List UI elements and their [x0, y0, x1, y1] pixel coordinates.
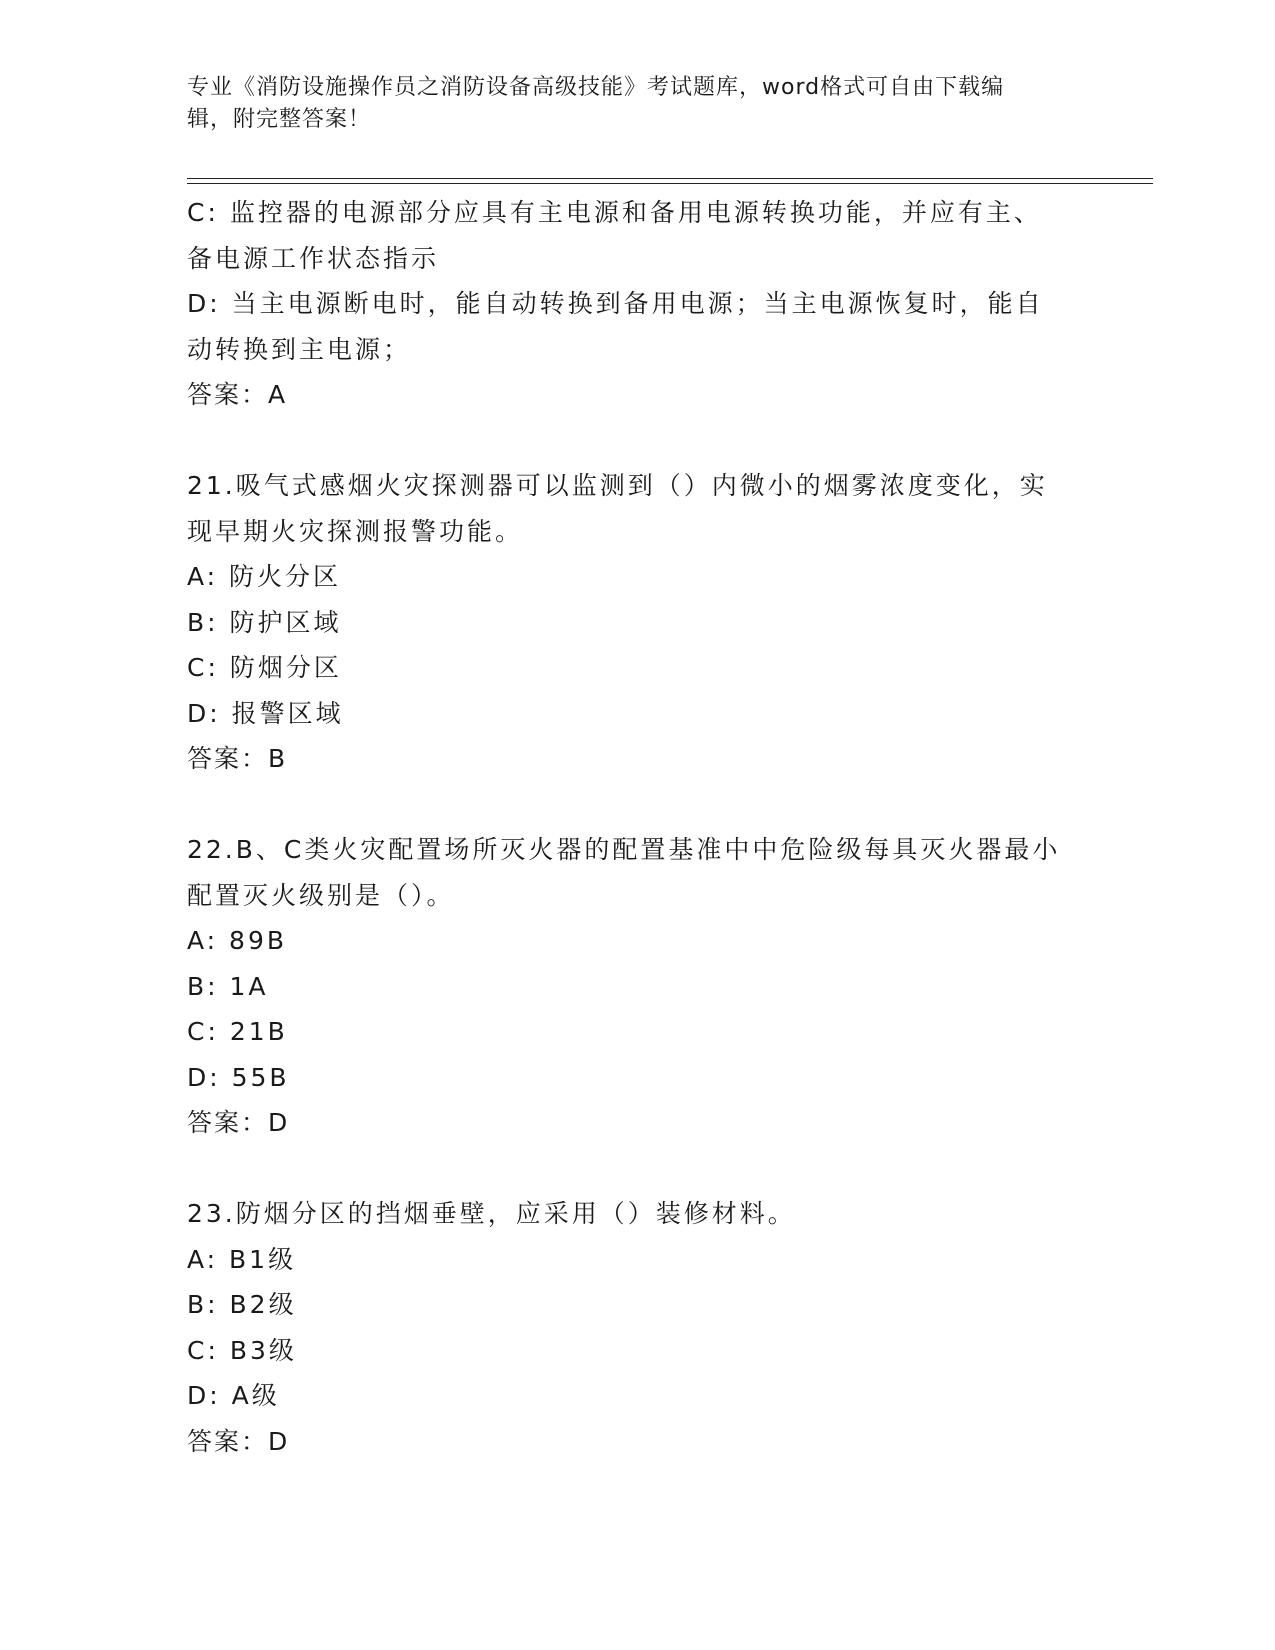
- spacer: [187, 782, 1087, 828]
- question-content: [187, 190, 1087, 1464]
- header-rule-top: [187, 178, 1153, 179]
- option-d: D: 55B: [187, 1062, 290, 1092]
- answer-line: 答案：D: [187, 1108, 290, 1137]
- option-d: D: A级: [187, 1381, 280, 1410]
- option-a: A: 防火分区: [187, 562, 342, 591]
- option-a: A: 89B: [187, 926, 287, 955]
- answer-line: 答案：A: [187, 380, 288, 409]
- answer-line: 答案：B: [187, 744, 288, 773]
- answer-line: 答案：D: [187, 1426, 290, 1456]
- spacer: [187, 418, 1087, 464]
- question-21: [187, 463, 1087, 782]
- previous-question-tail: [187, 190, 1087, 418]
- question-stem-line-1: 22.B、C类火灾配置场所灭火器的配置基准中中危险级每具灭火器最小: [187, 835, 1061, 864]
- option-a: A: B1级: [187, 1244, 297, 1274]
- option-c: C: 21B: [187, 1017, 288, 1046]
- document-header: [187, 72, 1067, 136]
- question-stem-line-2: 配置灭火级别是（）。: [187, 880, 455, 910]
- option-b: B: 1A: [187, 971, 269, 1001]
- header-rule-bottom: [187, 183, 1153, 184]
- header-line-2: 辑，附完整答案！: [187, 107, 372, 132]
- question-23: [187, 1191, 1087, 1464]
- header-line-1: 专业《消防设施操作员之消防设备高级技能》考试题库，word格式可自由下载编: [187, 75, 1005, 100]
- question-stem-line-1: 21.吸气式感烟火灾探测器可以监测到（）内微小的烟雾浓度变化，实: [187, 471, 1048, 500]
- option-d-line-1: D: 当主电源断电时，能自动转换到备用电源；当主电源恢复时，能自: [187, 289, 1044, 318]
- question-stem-line-1: 23.防烟分区的挡烟垂壁，应采用（）装修材料。: [187, 1199, 796, 1228]
- option-d: D: 报警区域: [187, 698, 344, 728]
- option-c-line-2: 备电源工作状态指示: [187, 243, 440, 273]
- option-b: B: B2级: [187, 1290, 297, 1319]
- question-22: [187, 827, 1087, 1146]
- option-c: C: B3级: [187, 1335, 297, 1365]
- option-c: C: 防烟分区: [187, 653, 342, 682]
- question-stem-line-2: 现早期火灾探测报警功能。: [187, 516, 524, 546]
- option-b: B: 防护区域: [187, 607, 342, 637]
- spacer: [187, 1146, 1087, 1192]
- option-c-line-1: C: 监控器的电源部分应具有主电源和备用电源转换功能，并应有主、: [187, 198, 1042, 227]
- option-d-line-2: 动转换到主电源；: [187, 334, 412, 364]
